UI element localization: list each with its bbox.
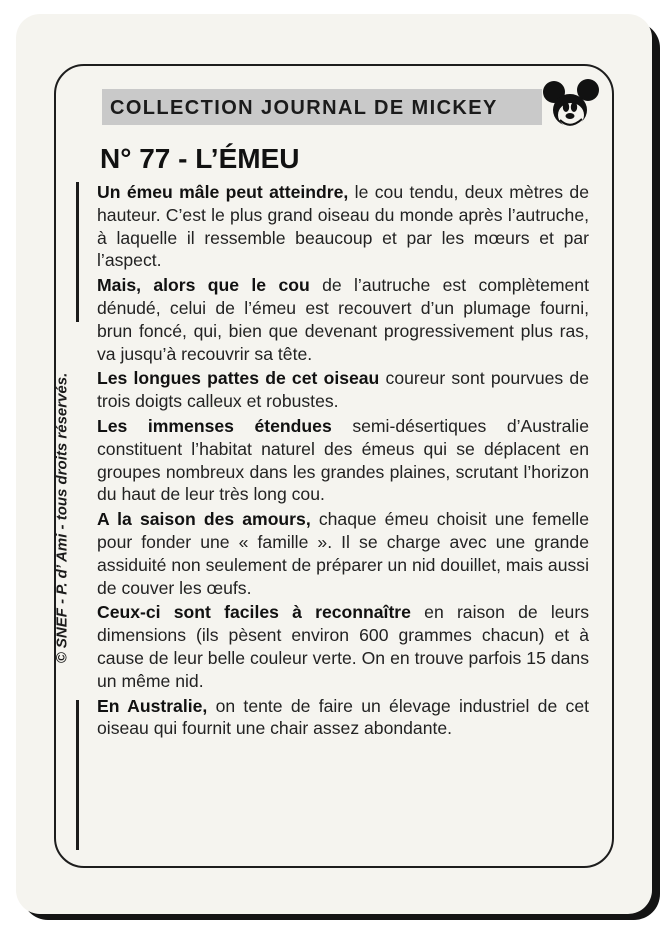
card-body bbox=[97, 181, 589, 742]
paragraph-1 bbox=[97, 181, 589, 272]
paragraph-6 bbox=[97, 601, 589, 692]
paragraph-3 bbox=[97, 367, 589, 413]
paragraph-lead: Mais, alors que le cou bbox=[97, 275, 310, 296]
paragraph-2 bbox=[97, 274, 589, 365]
paragraph-lead: Ceux-ci sont faciles à reconnaître bbox=[97, 602, 411, 623]
paragraph-text: on tente de faire un élevage industriel de cet oiseau qui fournit une chair assez abondante. bbox=[97, 695, 589, 739]
paragraph-lead: Les immenses étendues bbox=[97, 415, 332, 436]
side-rule-top bbox=[76, 182, 79, 322]
paragraph-7 bbox=[97, 695, 589, 741]
copyright-text: © SNEF - P. d’ Ami - tous droits réservés. bbox=[53, 372, 71, 664]
paragraph-text: en raison de leurs dimensions (ils pèsent environ 600 grammes chacun) et à cause de leur belle couleur verte. On en trouve parfois 15 dans un même nid. bbox=[97, 602, 589, 691]
paragraph-lead: En Australie, bbox=[97, 695, 208, 716]
paragraph-text: le cou tendu, deux mètres de hauteur. C’est le plus grand oiseau du monde après l’autruche, à laquelle il ressemble beaucoup et par les mœurs et par l’aspect. bbox=[97, 182, 589, 271]
paragraph-5 bbox=[97, 508, 589, 599]
paragraph-lead: Les longues pattes de cet oiseau bbox=[97, 368, 380, 389]
collection-header: COLLECTION JOURNAL DE MICKEY bbox=[110, 97, 498, 119]
paragraph-text: de l’autruche est complètement dénudé, celui de l’émeu est recouvert d’un plumage fourni, brun foncé, qui, bien que devenant progressivement plus ras, va jusqu’à recouvrir sa tête. bbox=[97, 275, 589, 364]
card-title: N° 77 - L’ÉMEU bbox=[100, 143, 300, 174]
paragraph-lead: Un émeu mâle peut atteindre, bbox=[97, 182, 349, 202]
paragraph-4 bbox=[97, 415, 589, 506]
mickey-head-icon bbox=[540, 78, 602, 132]
paragraph-text: semi-désertiques d’Australie constituent l’habitat naturel des émeus qui se déplacent en groupes nombreux dans les grandes plaines, scrutant l’horizon du haut de leur très long cou. bbox=[97, 415, 589, 505]
paragraph-text: chaque émeu choisit une femelle pour fonder une « famille ». Il se charge avec une grande assiduité non seulement de préparer un nid douillet, mais aussi de couver les œufs. bbox=[97, 509, 589, 598]
paragraph-lead: A la saison des amours, bbox=[97, 509, 311, 530]
paragraph-text: coureur sont pourvues de trois doigts calleux et robustes. bbox=[97, 368, 589, 412]
side-rule-bottom bbox=[76, 700, 79, 850]
